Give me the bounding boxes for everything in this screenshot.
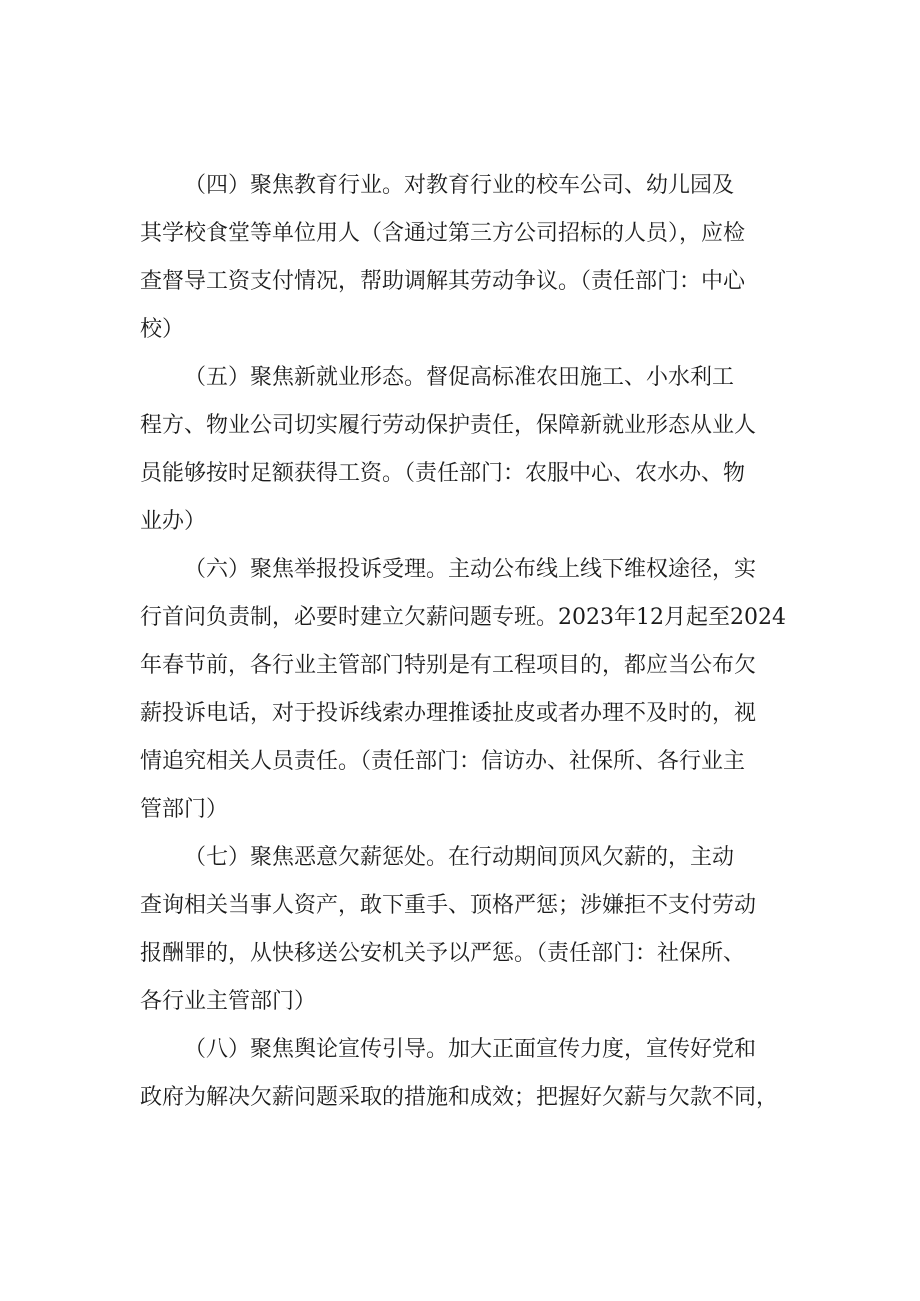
text-line: 查询相关当事人资产，敢下重手、顶格严惩；涉嫌拒不支付劳动 [140, 893, 757, 918]
document-body [140, 162, 785, 1122]
text-line: （七）聚焦恶意欠薪惩处。在行动期间顶风欠薪的，主动 [184, 845, 735, 870]
text-line: 查督导工资支付情况，帮助调解其劳动争议。（责任部门：中心 [140, 269, 746, 294]
text-line: 员能够按时足额获得工资。（责任部门：农服中心、农水办、物 [140, 461, 746, 486]
text-line: 情追究相关人员责任。（责任部门：信访办、社保所、各行业主 [140, 749, 746, 774]
text-line: 薪投诉电话，对于投诉线索办理推诿扯皮或者办理不及时的，视 [140, 701, 757, 726]
paragraph-6 [140, 546, 785, 834]
text-line: （六）聚焦举报投诉受理。主动公布线上线下维权途径，实 [184, 557, 757, 582]
text-line: （八）聚焦舆论宣传引导。加大正面宣传力度，宣传好党和 [184, 1037, 757, 1062]
paragraph-5 [140, 354, 785, 546]
text-line: （五）聚焦新就业形态。督促高标准农田施工、小水利工 [184, 365, 735, 390]
text-line: 程方、物业公司切实履行劳动保护责任，保障新就业形态从业人 [140, 413, 757, 438]
text-line: 报酬罪的，从快移送公安机关予以严惩。（责任部门：社保所、 [140, 941, 746, 966]
text-line: 校） [140, 317, 185, 342]
text-line: 年春节前，各行业主管部门特别是有工程项目的，都应当公布欠 [140, 653, 757, 678]
paragraph-4 [140, 162, 785, 354]
text-line: 其学校食堂等单位用人（含通过第三方公司招标的人员），应检 [140, 221, 746, 246]
text-line: （四）聚焦教育行业。对教育行业的校车公司、幼儿园及 [184, 173, 735, 198]
text-line: 业办） [140, 509, 207, 534]
text-line: 管部门） [140, 797, 229, 822]
text-line: 政府为解决欠薪问题采取的措施和成效；把握好欠薪与欠款不同， [140, 1085, 779, 1110]
paragraph-8 [140, 1026, 785, 1122]
text-line: 行首问负责制，必要时建立欠薪问题专班。2023年12月起至2024 [140, 605, 786, 630]
text-line: 各行业主管部门） [140, 989, 317, 1014]
paragraph-7 [140, 834, 785, 1026]
